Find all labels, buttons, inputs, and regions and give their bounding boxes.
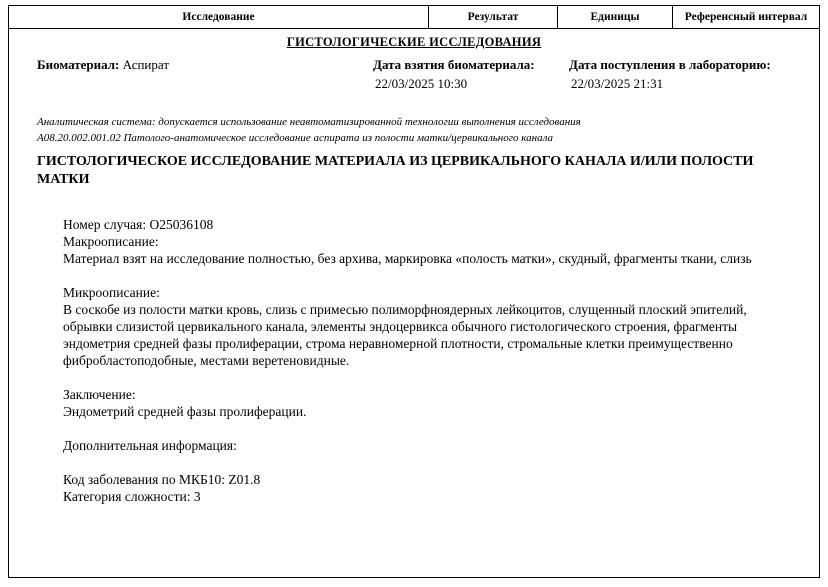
service-code-note: A08.20.002.001.02 Патолого-анатомическое исследование аспирата из полости матки/цервикального канала	[37, 132, 554, 144]
biomaterial-field	[37, 57, 373, 92]
column-header-units: Единицы	[558, 6, 673, 28]
column-header-result: Результат	[429, 6, 558, 28]
conclusion-text: Эндометрий средней фазы пролиферации.	[63, 404, 307, 419]
biomaterial-value: Аспират	[119, 57, 170, 72]
study-title: ГИСТОЛОГИЧЕСКОЕ ИССЛЕДОВАНИЕ МАТЕРИАЛА ИЗ ЦЕРВИКАЛЬНОГО КАНАЛА И/ИЛИ ПОЛОСТИ МАТКИ	[37, 154, 754, 187]
macro-description-text: Материал взят на исследование полностью, без архива, маркировка «полость матки», скудный, фрагменты ткани, слизь	[63, 251, 752, 266]
collection-date-field	[373, 57, 569, 92]
icd-code: Код заболевания по МКБ10: Z01.8	[63, 472, 261, 487]
micro-description-text: В соскобе из полости матки кровь, слизь с примесью полиморфноядерных лейкоцитов, слущенный плоский эпителий, обрывки слизистой цервикального канала, элементы эндоцервикса обычного гистологического строения, фрагменты эндометрия средней фазы пролиферации, строма неравномерной плотности, стромальные клетки преимущественно фибробластоподобные, местами веретеновидные.	[63, 302, 747, 368]
meta-row	[9, 57, 819, 92]
results-table-header	[9, 6, 819, 29]
report-document	[8, 5, 820, 578]
section-title: ГИСТОЛОГИЧЕСКИЕ ИССЛЕДОВАНИЯ	[286, 35, 542, 49]
received-date-field	[569, 57, 809, 92]
collection-date-value: 22/03/2025 10:30	[375, 76, 468, 91]
received-date-value: 22/03/2025 21:31	[571, 76, 664, 91]
column-header-reference-interval: Референсный интервал	[684, 11, 808, 23]
complexity-category: Категория сложности: 3	[63, 489, 201, 504]
additional-info-label: Дополнительная информация:	[63, 438, 237, 453]
report-body	[9, 216, 819, 505]
biomaterial-label: Биоматериал:	[37, 57, 120, 72]
case-number: Номер случая: O25036108	[63, 217, 214, 232]
column-header-study: Исследование	[9, 6, 429, 28]
analytical-system-note: Аналитическая система: допускается использование неавтоматизированной технологии выполнения исследования	[37, 116, 581, 128]
collection-date-label: Дата взятия биоматериала:	[373, 57, 535, 72]
macro-description-label: Макроописание:	[63, 234, 159, 249]
received-date-label: Дата поступления в лабораторию:	[569, 57, 771, 72]
analytical-notes	[9, 114, 819, 146]
micro-description-label: Микроописание:	[63, 285, 160, 300]
conclusion-label: Заключение:	[63, 387, 136, 402]
